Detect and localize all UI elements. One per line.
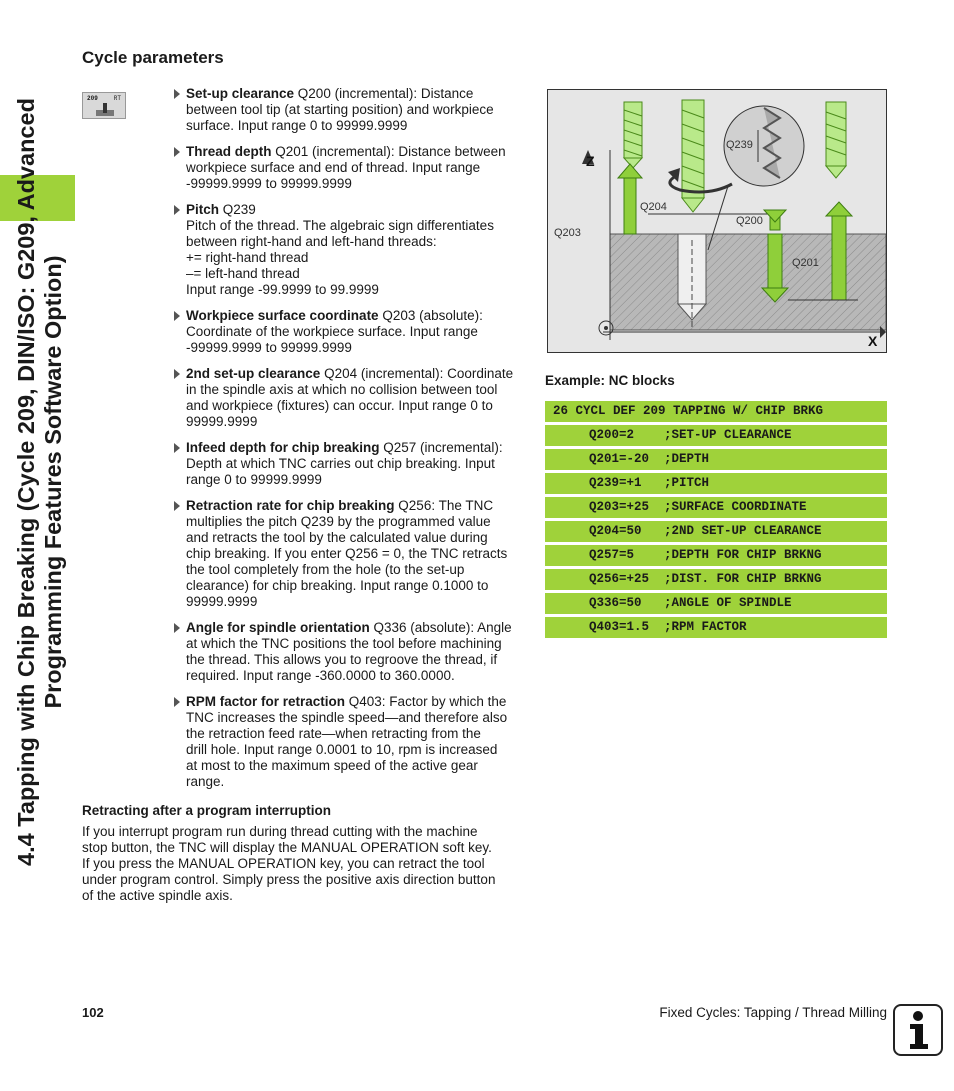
parameter-line: the retraction feed rate—when retracting from the	[186, 726, 481, 741]
nc-block-row: Q239=+1 ;PITCH	[545, 473, 887, 494]
parameter-line: between right-hand and left-hand threads:	[186, 234, 437, 249]
chapter-title-line2: Programming Features Software Option)	[40, 255, 66, 709]
parameter-line: chip breaking. If you enter Q256 = 0, the TNC retracts	[186, 546, 508, 561]
parameter-line: and retracts the tool by the calculated value during	[186, 530, 488, 545]
parameter-line: range.	[186, 774, 225, 789]
retract-heading: Retracting after a program interruption	[82, 803, 332, 818]
bullet-arrow-icon	[174, 443, 180, 453]
example-heading: Example: NC blocks	[545, 373, 675, 388]
parameter-line: multiplies the pitch Q239 by the programmed value	[186, 514, 491, 529]
chapter-title	[13, 32, 67, 932]
parameter-line: range 0 to 99999.9999	[186, 472, 322, 487]
parameter-name: RPM factor for retraction	[186, 694, 346, 709]
bullet-arrow-icon	[174, 205, 180, 215]
parameter-line: Workpiece surface coordinate Q203 (absolute):	[186, 308, 483, 323]
parameter-line: += right-hand thread	[186, 250, 309, 265]
parameter-line: the thread. This allows you to regroove the thread, if	[186, 652, 498, 667]
parameter-item	[172, 308, 524, 356]
parameter-name: Thread depth	[186, 144, 272, 159]
retract-line: of the active spindle axis.	[82, 888, 233, 903]
parameter-line: 99999.9999	[186, 414, 258, 429]
parameter-line: at most to the maximum speed of the active gear	[186, 758, 478, 773]
parameter-item	[172, 498, 524, 610]
parameter-item	[172, 86, 524, 134]
cycle-209-softkey-icon	[82, 92, 126, 119]
nc-block-row: Q203=+25 ;SURFACE COORDINATE	[545, 497, 887, 518]
parameter-item	[172, 144, 524, 192]
parameter-line: Infeed depth for chip breaking Q257 (incremental):	[186, 440, 503, 455]
tap-tool-1	[624, 102, 642, 168]
bullet-arrow-icon	[174, 623, 180, 633]
parameter-line: Input range -99.9999 to 99.9999	[186, 282, 379, 297]
nc-block-row: Q204=50 ;2ND SET-UP CLEARANCE	[545, 521, 887, 542]
parameter-name: Pitch	[186, 202, 220, 217]
nc-block-row: Q256=+25 ;DIST. FOR CHIP BRKNG	[545, 569, 887, 590]
nc-block-row: Q200=2 ;SET-UP CLEARANCE	[545, 425, 887, 446]
parameter-item	[172, 620, 524, 684]
q200-label: Q200	[736, 215, 763, 227]
parameter-line: surface. Input range 0 to 99999.9999	[186, 118, 408, 133]
parameter-name: Workpiece surface coordinate	[186, 308, 379, 323]
parameter-line: between tool tip (at starting position) and workpiece	[186, 102, 494, 117]
retract-line: under program control. Simply press the positive axis direction button	[82, 872, 496, 887]
parameter-line: Coordinate of the workpiece surface. Input range	[186, 324, 478, 339]
parameter-line: required. Input range -360.0000 to 360.0000.	[186, 668, 455, 683]
nc-block-row: Q403=1.5 ;RPM FACTOR	[545, 617, 887, 638]
parameter-line: Angle for spindle orientation Q336 (absolute): Angle	[186, 620, 512, 635]
q203-label: Q203	[554, 227, 581, 239]
nc-block-row: 26 CYCL DEF 209 TAPPING W/ CHIP BRKG	[545, 401, 887, 422]
parameter-line: 2nd set-up clearance Q204 (incremental): Coordinate	[186, 366, 514, 381]
info-icon	[893, 1004, 943, 1056]
info-glyph	[895, 1006, 941, 1054]
parameter-line: Pitch Q239	[186, 202, 256, 217]
retract-line: If you interrupt program run during thread cutting with the machine	[82, 824, 478, 839]
arrow-right	[832, 216, 846, 300]
parameter-line: Set-up clearance Q200 (incremental): Distance	[186, 86, 474, 101]
parameter-item	[172, 440, 524, 488]
parameter-line: -99999.9999 to 99999.9999	[186, 340, 352, 355]
parameter-line: drill hole. Input range 0.0001 to 10, rpm is increased	[186, 742, 498, 757]
bullet-arrow-icon	[174, 501, 180, 511]
arrow-q201	[768, 234, 782, 288]
chapter-title-line1: 4.4 Tapping with Chip Breaking (Cycle 209, DIN/ISO: G209, Advanced	[13, 98, 39, 866]
parameter-line: 99999.9999	[186, 594, 258, 609]
bullet-arrow-icon	[174, 89, 180, 99]
parameter-line: Thread depth Q201 (incremental): Distance between	[186, 144, 506, 159]
parameter-line: –= left-hand thread	[186, 266, 300, 281]
parameter-line: RPM factor for retraction Q403: Factor by which the	[186, 694, 507, 709]
tap-tool-3	[826, 102, 846, 178]
parameter-line: workpiece surface and end of thread. Input range	[186, 160, 481, 175]
parameter-line: Retraction rate for chip breaking Q256: The TNC	[186, 498, 494, 513]
x-axis-label: X	[868, 333, 878, 349]
nc-block-row: Q336=50 ;ANGLE OF SPINDLE	[545, 593, 887, 614]
section-title: Cycle parameters	[82, 48, 224, 67]
cycle-number: 209	[87, 95, 98, 102]
q201-label: Q201	[792, 257, 819, 269]
parameter-item	[172, 202, 524, 298]
chapter-sidebar	[0, 0, 80, 960]
cycle-rt-label: RT	[113, 95, 121, 102]
parameter-line: clearance) for chip breaking. Input range 0.1000 to	[186, 578, 489, 593]
q204-label: Q204	[640, 201, 667, 213]
parameter-name: Infeed depth for chip breaking	[186, 440, 380, 455]
tapping-icon	[96, 103, 114, 116]
parameter-name: Angle for spindle orientation	[186, 620, 370, 635]
page-number: 102	[82, 1005, 104, 1020]
parameter-name: 2nd set-up clearance	[186, 366, 321, 381]
nc-block-row: Q201=-20 ;DEPTH	[545, 449, 887, 470]
q239-label: Q239	[726, 139, 753, 151]
bullet-arrow-icon	[174, 697, 180, 707]
parameter-line: the tool completely from the hole (to the set-up	[186, 562, 465, 577]
parameter-line: at which the TNC positions the tool before machining	[186, 636, 502, 651]
parameter-name: Retraction rate for chip breaking	[186, 498, 395, 513]
retract-line: If you press the MANUAL OPERATION key, you can retract the tool	[82, 856, 485, 871]
parameter-line: TNC increases the spindle speed—and therefore also	[186, 710, 508, 725]
bullet-arrow-icon	[174, 311, 180, 321]
arrow-q203	[624, 178, 636, 234]
retract-line: stop button, the TNC will display the MANUAL OPERATION soft key.	[82, 840, 492, 855]
nc-program	[545, 401, 887, 641]
parameter-line: -99999.9999 to 99999.9999	[186, 176, 352, 191]
parameter-line: in the spindle axis at which no collision between tool	[186, 382, 498, 397]
footer-chapter-text: Fixed Cycles: Tapping / Thread Milling	[659, 1005, 887, 1020]
parameter-list	[172, 86, 524, 800]
nc-block-row: Q257=5 ;DEPTH FOR CHIP BRKNG	[545, 545, 887, 566]
tap-tool-2	[682, 100, 704, 212]
retract-paragraph	[82, 824, 527, 904]
parameter-line: Pitch of the thread. The algebraic sign differentiates	[186, 218, 494, 233]
bullet-arrow-icon	[174, 147, 180, 157]
tapping-diagram-svg	[548, 90, 886, 352]
bullet-arrow-icon	[174, 369, 180, 379]
parameter-item	[172, 366, 524, 430]
parameter-name: Set-up clearance	[186, 86, 295, 101]
tapping-diagram	[547, 89, 887, 353]
parameter-item	[172, 694, 524, 790]
z-axis-label: Z	[586, 153, 595, 169]
parameter-line: Depth at which TNC carries out chip breaking. Input	[186, 456, 495, 471]
parameter-line: and workpiece (fixtures) can occur. Input range 0 to	[186, 398, 493, 413]
